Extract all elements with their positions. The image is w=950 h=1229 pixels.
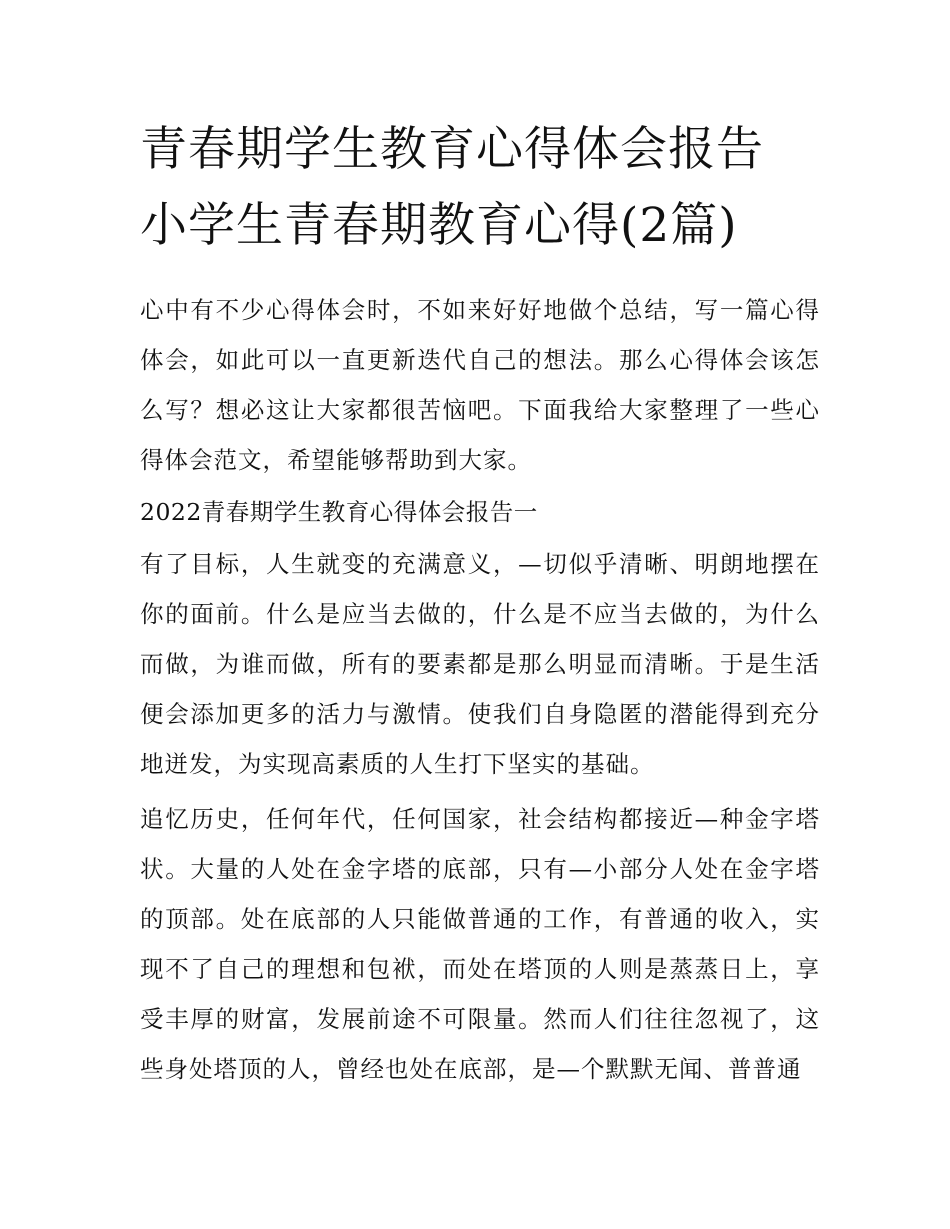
document-title	[140, 112, 820, 264]
section-heading: 2022青春期学生教育心得体会报告一	[140, 498, 538, 526]
title-line-1: 青春期学生教育心得体会报告	[140, 122, 764, 177]
title-line-2: 小学生青春期教育心得(2篇)	[140, 198, 738, 253]
body-paragraph-1: 有了目标，人生就变的充满意义，—切似乎清晰、明朗地摆在你的面前。什么是应当去做的，什么是不应当去做的，为什么而做，为谁而做，所有的要素都是那么明显而清晰。于是生活便会添加更多的活力与激情。使我们自身隐匿的潜能得到充分地迸发，为实现高素质的人生打下坚实的基础。	[140, 550, 820, 778]
body-paragraph-2: 追忆历史，任何年代，任何国家，社会结构都接近—种金字塔状。大量的人处在金字塔的底部，只有—小部分人处在金字塔的顶部。处在底部的人只能做普通的工作，有普通的收入，实现不了自己的理想和包袱，而处在塔顶的人则是蒸蒸日上，享受丰厚的财富，发展前途不可限量。然而人们往往忽视了，这些身处塔顶的人，曾经也处在底部，是—个默默无闻、普普通	[140, 805, 820, 1083]
intro-paragraph: 心中有不少心得体会时，不如来好好地做个总结，写一篇心得体会，如此可以一直更新迭代自己的想法。那么心得体会该怎么写？想必这让大家都很苦恼吧。下面我给大家整理了一些心得体会范文，希望能够帮助到大家。	[140, 296, 820, 474]
document-body	[140, 285, 820, 1094]
document-page	[140, 112, 820, 1099]
